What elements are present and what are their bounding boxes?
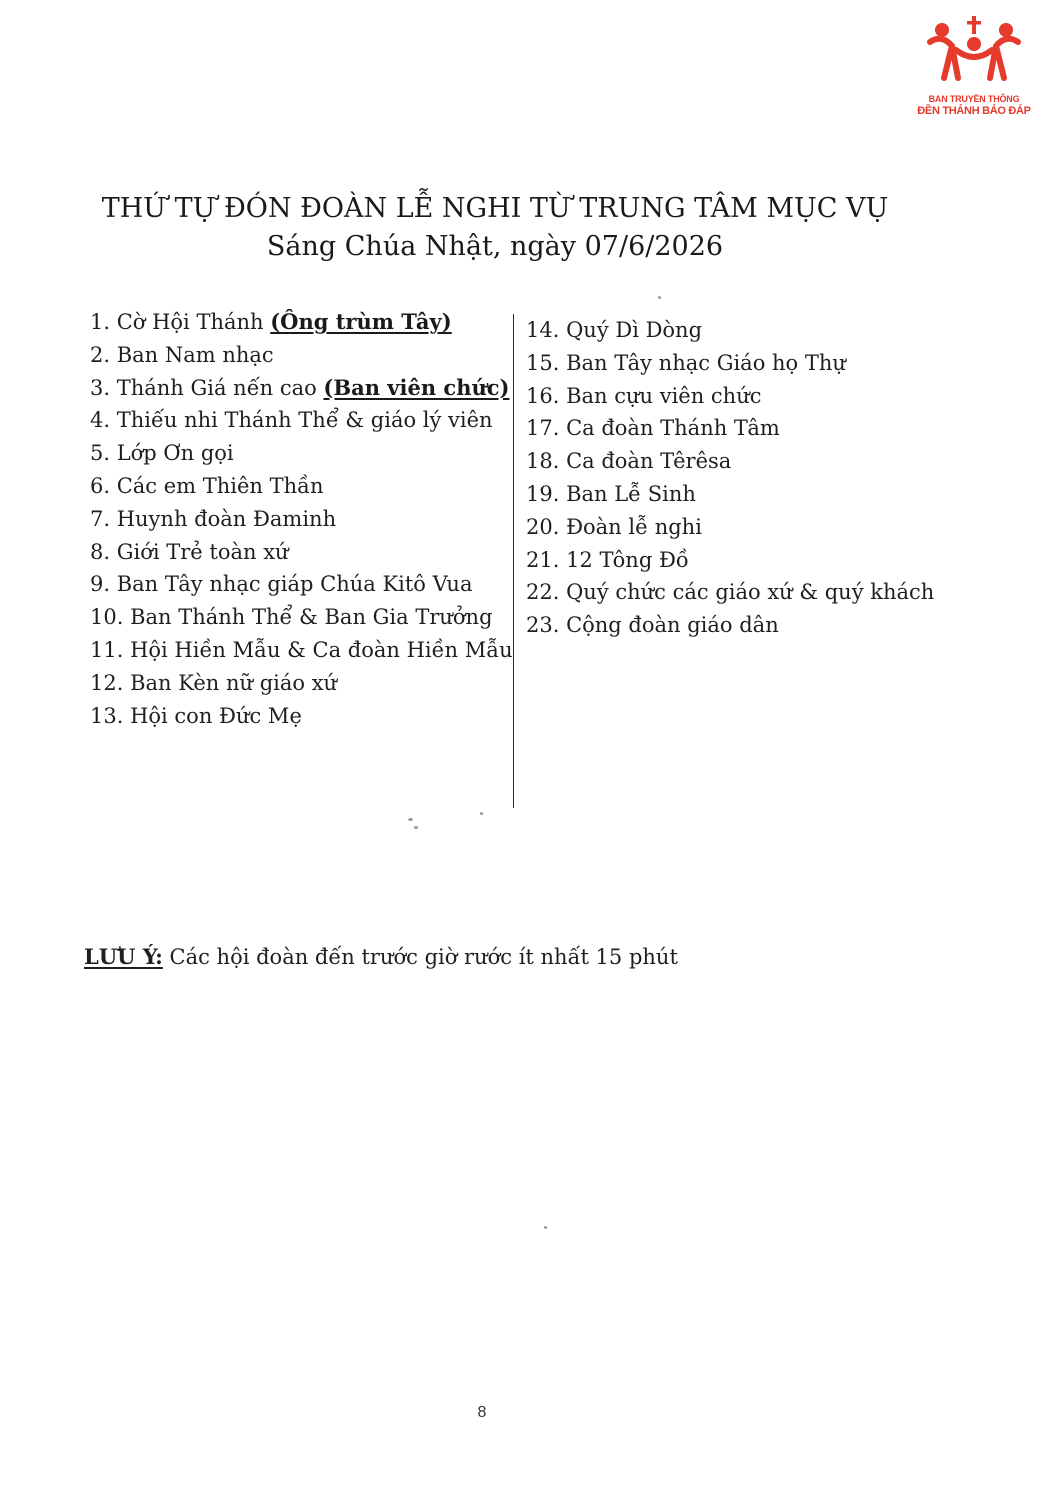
- item-text: 21. 12 Tông Đồ: [526, 547, 689, 572]
- logo-caption-bottom: ĐỀN THÁNH BÁO ĐÁP: [917, 105, 1031, 117]
- list-item: [90, 568, 513, 601]
- list-item: [90, 503, 513, 536]
- page-number: 8: [477, 1404, 487, 1421]
- footnote-text: Các hội đoàn đến trước giờ rước ít nhất 15 phút: [162, 945, 678, 969]
- item-text: 18. Ca đoàn Têrêsa: [526, 449, 732, 474]
- title-line-2: Sáng Chúa Nhật, ngày 07/6/2026: [266, 231, 724, 262]
- item-text: 14. Quý Dì Dòng: [526, 318, 703, 342]
- item-text: 5. Lớp Ơn gọi: [90, 441, 234, 466]
- list-item: [526, 511, 934, 544]
- item-text: 20. Đoàn lễ nghi: [526, 514, 702, 539]
- list-item: [526, 609, 934, 642]
- list-item: [90, 470, 513, 503]
- list-item: [90, 601, 513, 634]
- item-note: (Ban viên chức): [323, 374, 510, 400]
- list-item: [90, 700, 513, 733]
- item-text: 3. Thánh Giá nến cao: [90, 375, 324, 400]
- scan-speck: [414, 826, 418, 829]
- scan-speck: [658, 296, 661, 299]
- scan-speck: [480, 812, 483, 815]
- item-text: 23. Cộng đoàn giáo dân: [526, 613, 779, 638]
- footnote-label: LƯU Ý:: [84, 944, 163, 969]
- list-item: [526, 544, 934, 577]
- list-item: [90, 667, 513, 700]
- item-text: 17. Ca đoàn Thánh Tâm: [526, 416, 780, 441]
- list-item: [90, 634, 513, 667]
- item-text: 4. Thiếu nhi Thánh Thể & giáo lý viên: [90, 408, 493, 433]
- list-item: [526, 576, 934, 609]
- parish-logo: [912, 16, 1036, 116]
- item-text: 2. Ban Nam nhạc: [90, 342, 274, 367]
- order-list-right: [526, 314, 934, 642]
- item-text: 8. Giới Trẻ toàn xứ: [90, 539, 289, 564]
- document-title: [0, 190, 990, 266]
- list-item: [526, 478, 934, 511]
- cross-people-icon: [922, 16, 1026, 86]
- item-text: 16. Ban cựu viên chức: [526, 383, 762, 408]
- item-text: 13. Hội con Đức Mẹ: [90, 703, 302, 728]
- item-text: 11. Hội Hiền Mẫu & Ca đoàn Hiền Mẫu: [90, 637, 513, 662]
- item-text: 22. Quý chức các giáo xứ & quý khách: [526, 580, 935, 605]
- list-item: [90, 339, 513, 372]
- list-item: [526, 347, 934, 380]
- title-line-1: THỨ TỰ ĐÓN ĐOÀN LỄ NGHI TỪ TRUNG TÂM MỤC VỤ: [101, 193, 889, 224]
- item-text: 9. Ban Tây nhạc giáp Chúa Kitô Vua: [90, 572, 473, 597]
- item-text: 12. Ban Kèn nữ giáo xứ: [90, 670, 338, 695]
- logo-caption-top: BAN TRUYỀN THÔNG: [928, 94, 1020, 104]
- item-text: 10. Ban Thánh Thể & Ban Gia Trưởng: [90, 605, 493, 630]
- list-item: [526, 380, 934, 413]
- list-item: [90, 437, 513, 470]
- footnote: [84, 944, 678, 969]
- scan-speck: [408, 818, 413, 821]
- order-list-left: [90, 306, 513, 732]
- list-item: [526, 445, 934, 478]
- item-text: 1. Cờ Hội Thánh: [90, 310, 271, 334]
- list-item: [90, 372, 513, 405]
- item-text: 19. Ban Lễ Sinh: [526, 481, 696, 506]
- item-text: 7. Huynh đoàn Đaminh: [90, 506, 337, 531]
- list-item: [90, 536, 513, 569]
- scan-speck: [544, 1226, 547, 1229]
- item-text: 15. Ban Tây nhạc Giáo họ Thự: [526, 350, 846, 375]
- column-divider: [513, 314, 514, 808]
- list-item: [90, 306, 513, 339]
- list-item: [526, 412, 934, 445]
- item-note: (Ông trùm Tây): [270, 309, 452, 334]
- item-text: 6. Các em Thiên Thần: [90, 473, 324, 498]
- list-item: [90, 404, 513, 437]
- list-item: [526, 314, 934, 347]
